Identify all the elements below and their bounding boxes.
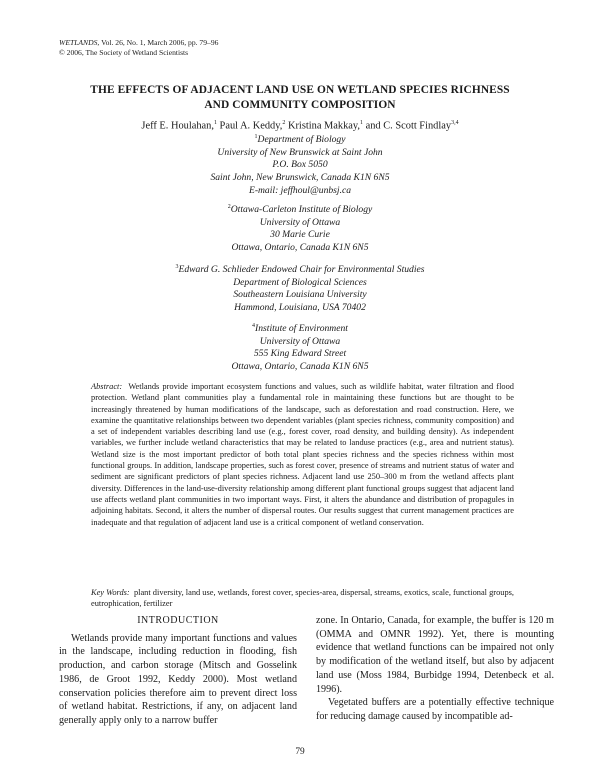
affiliation-line: Ottawa, Ontario, Canada K1N 6N5 <box>231 241 369 253</box>
affiliation-mark: 2 <box>227 204 231 210</box>
affiliation-line: Saint John, New Brunswick, Canada K1N 6N5 <box>210 171 390 183</box>
affiliation-line: $^4$Institute of Environment <box>252 323 348 335</box>
keywords-label: Key Words: <box>91 588 130 597</box>
citation-line <box>59 38 218 48</box>
affiliation-line: University of New Brunswick at Saint John <box>217 146 383 158</box>
journal-header <box>59 38 218 58</box>
affiliation-1 <box>40 131 560 197</box>
abstract <box>91 381 514 528</box>
keywords <box>91 587 514 610</box>
paper-title <box>40 83 560 113</box>
affiliation-line: University of Ottawa <box>259 216 341 228</box>
affiliation-2 <box>40 201 560 255</box>
affiliation-mark: 1 <box>254 134 258 140</box>
journal-name: WETLANDS <box>59 38 98 47</box>
author-name: Paul A. Keddy, <box>216 120 283 132</box>
affiliation-line: University of Ottawa <box>259 335 341 347</box>
affiliation-mark: 3 <box>175 264 179 270</box>
affiliation-3 <box>40 261 560 315</box>
author-name: Kristina Makkay, <box>285 120 361 132</box>
affiliation-line: Department of Biological Sciences <box>233 276 367 288</box>
author-affil-mark: 1 <box>360 120 364 126</box>
affiliation-line: Hammond, Louisiana, USA 70402 <box>234 301 366 313</box>
affiliation-line: 30 Marie Curie <box>270 229 330 241</box>
affiliation-4 <box>40 320 560 374</box>
affiliation-line: $^3$Edward G. Schlieder Endowed Chair for Environmental Studies <box>175 264 425 276</box>
affiliation-line: Ottawa, Ontario, Canada K1N 6N5 <box>231 360 369 372</box>
body-column-right <box>316 614 554 724</box>
keywords-text: plant diversity, land use, wetlands, forest cover, species-area, dispersal, streams, exotics, scale, functional groups, eutrophication, fertilizer <box>91 588 514 609</box>
journal-citation: , Vol. 26, No. 1, March 2006, pp. 79–96 <box>97 38 219 47</box>
affiliation-line: $^2$Ottawa-Carleton Institute of Biology <box>227 204 373 216</box>
author-name: Jeff E. Houlahan, <box>141 120 214 132</box>
author-affil-mark: 2 <box>282 120 286 126</box>
body-paragraph: Vegetated buffers are a potentially effective technique for reducing damage caused by incompatible ad- <box>316 697 554 722</box>
page-number: 79 <box>295 747 305 757</box>
affiliation-line: 555 King Edward Street <box>253 348 347 360</box>
affiliation-mark: 4 <box>252 323 256 329</box>
author-affil-mark: 1 <box>213 120 217 126</box>
abstract-label: Abstract: <box>91 382 123 391</box>
affiliation-email: E-mail: jeffhoul@unbsj.ca <box>248 184 352 196</box>
affiliation-line: P.O. Box 5050 <box>272 159 328 171</box>
section-heading: INTRODUCTION <box>137 615 219 626</box>
title-line-2: AND COMMUNITY COMPOSITION <box>204 99 396 111</box>
author-affil-mark: 3,4 <box>451 120 459 126</box>
body-paragraph: Wetlands provide many important functions and values in the landscape, including reduction in flooding, fish production, and carbon storage (Mitsch and Gosselink 1986, de Groot 1992, Keddy 2000). Most wetland conservation policies therefore aim to prevent direct loss of wetland habitat. Restrictions, if any, on adjacent land generally apply only to a narrow buffer <box>59 632 297 726</box>
body-column-left <box>59 614 297 728</box>
title-line-1: THE EFFECTS OF ADJACENT LAND USE ON WETLAND SPECIES RICHNESS <box>90 84 510 96</box>
abstract-text: Wetlands provide important ecosystem functions and values, such as wildlife habitat, water filtration and flood protection. Wetland plant communities play a fundamental role in maintaining these functions but are thought to be increasingly threatened by human modifications of the landscape, such as deforestation and road construction. Here, we examine the quantitative relationships between two dependent variables (plant species richness, community composition) and a set of independent variables describing land use (e.g., forest cover, road density, and building density). As independent variables, we further include wetland characteristics that may be related to landuse practices (e.g., area and nutrient status). Wetland size is the most important predictor of both total plant species richness and the species richness within most functional groups. In addition, landscape properties, such as forest cover, presence of streams and nutrient status of water and sediment are significant predictors of plant species richness. Adjacent land use 250–300 m from the wetland affects plant diversity. Differences in the land-use-diversity relationship among different plant functional groups suggest that adjacent land use affects wetland plant communities in two important ways. First, it alters the abundance and distribution of propagules in adjoining habitats. Second, it alters the number of dispersal routes. Our results suggest that current management practices are inadequate and that regulation of adjacent land use is a critical component of wetland conservation. <box>91 382 514 527</box>
copyright-line: © 2006, The Society of Wetland Scientists <box>59 48 189 57</box>
author-name: and C. Scott Findlay <box>363 120 452 132</box>
body-paragraph: zone. In Ontario, Canada, for example, the buffer is 120 m (OMMA and OMNR 1992). Yet, there is mounting evidence that wetland functions can be impaired not only by modification of the wetland itself, but also by adjacent land use (Moss 1984, Burbidge 1994, Detenbeck et al. 1996). <box>316 615 554 695</box>
affiliation-line: $^1$Department of Biology <box>254 134 346 146</box>
affiliation-line: Southeastern Louisiana University <box>233 289 367 301</box>
